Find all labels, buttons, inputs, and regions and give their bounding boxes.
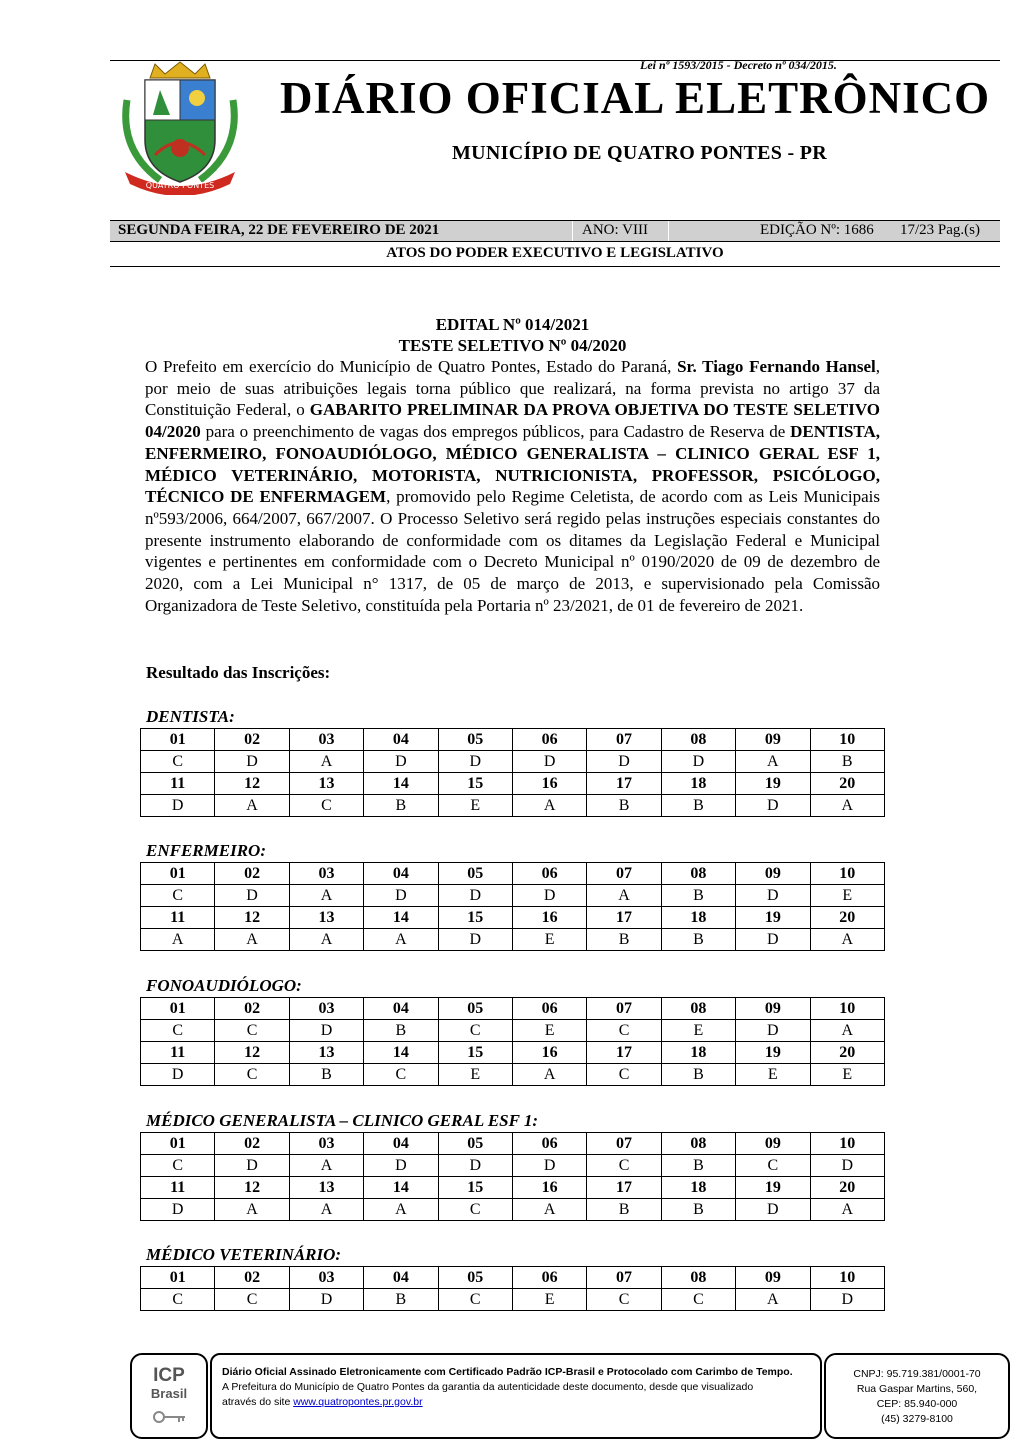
answer-cell: C (587, 1155, 661, 1177)
question-number: 18 (661, 907, 735, 929)
municipality-name: MUNICÍPIO DE QUATRO PONTES - PR (452, 142, 828, 164)
question-number: 20 (810, 1042, 884, 1064)
question-number: 20 (810, 773, 884, 795)
teste-seletivo-number: TESTE SELETIVO Nº 04/2020 (398, 336, 627, 355)
question-number: 05 (438, 1267, 512, 1289)
contact-text (826, 1367, 1008, 1427)
answer-cell: B (364, 1020, 438, 1042)
question-number-row (141, 773, 885, 795)
answer-cell: E (438, 1064, 512, 1086)
answer-cell: A (736, 1289, 810, 1311)
answer-cell: A (587, 885, 661, 907)
answer-cell: D (141, 1064, 215, 1086)
answer-cell: D (364, 1155, 438, 1177)
answer-cell: E (512, 1289, 586, 1311)
question-number: 16 (512, 773, 586, 795)
question-number: 18 (661, 1042, 735, 1064)
answer-cell: B (364, 795, 438, 817)
question-number: 07 (587, 863, 661, 885)
answer-cell: C (215, 1020, 289, 1042)
question-number-row (141, 1133, 885, 1155)
answer-cell: D (289, 1020, 363, 1042)
answer-cell: A (810, 795, 884, 817)
question-number: 02 (215, 1133, 289, 1155)
gabarito-section-medico-veterinario (140, 1244, 885, 1311)
answer-cell: D (364, 885, 438, 907)
question-number: 06 (512, 1133, 586, 1155)
question-number: 08 (661, 998, 735, 1020)
icp-logo-top: ICP (153, 1365, 185, 1386)
answer-cell: C (215, 1064, 289, 1086)
icp-brasil-logo (130, 1353, 208, 1439)
section-label: FONOAUDIÓLOGO: (146, 976, 302, 995)
answer-row (141, 751, 885, 773)
question-number: 06 (512, 998, 586, 1020)
answer-table (140, 862, 885, 951)
question-number: 06 (512, 729, 586, 751)
answer-cell: D (661, 751, 735, 773)
question-number: 09 (736, 729, 810, 751)
answer-cell: E (512, 929, 586, 951)
question-number: 19 (736, 1042, 810, 1064)
question-number: 17 (587, 1042, 661, 1064)
question-number: 07 (587, 1267, 661, 1289)
question-number: 12 (215, 907, 289, 929)
resultado-heading: Resultado das Inscrições: (146, 663, 331, 682)
question-number: 04 (364, 998, 438, 1020)
question-number: 11 (141, 773, 215, 795)
answer-cell: A (810, 929, 884, 951)
question-number: 01 (141, 998, 215, 1020)
edition-year: ANO: VIII (582, 222, 648, 238)
answer-cell: B (289, 1064, 363, 1086)
answer-cell: E (810, 885, 884, 907)
question-number: 05 (438, 729, 512, 751)
question-number: 12 (215, 1177, 289, 1199)
question-number: 14 (364, 1177, 438, 1199)
answer-cell: D (141, 1199, 215, 1221)
question-number: 14 (364, 1042, 438, 1064)
answer-cell: D (215, 885, 289, 907)
gabarito-section-medico-generalista (140, 1110, 885, 1221)
edition-date: SEGUNDA FEIRA, 22 DE FEVEREIRO DE 2021 (118, 222, 440, 238)
paragraph-text: , promovido pelo Regime Celetista, de acordo com as Leis Municipais nº593/2006, 664/2007, 667/2007. O Processo Seletivo será regido pelas instruções especiais constantes do presente instrumento elaborando de conformidade com os ditames da Legislação Federal e Municipal vigentes e pertinentes em conformidade com o Decreto Municipal nº 0190/2020 de 09 de dezembro de 2020, com a Lei Municipal n° 1317, de 05 de março de 2013, e supervisionado pela Comissão Organizadora de Teste Seletivo, constituída pela Portaria nº 23/2021, de 01 de fevereiro de 2021. (145, 487, 880, 615)
question-number: 15 (438, 907, 512, 929)
question-number: 20 (810, 1177, 884, 1199)
question-number-row (141, 729, 885, 751)
answer-cell: D (810, 1155, 884, 1177)
answer-row (141, 1199, 885, 1221)
gabarito-section-enfermeiro (140, 840, 885, 951)
question-number: 16 (512, 907, 586, 929)
answer-table (140, 997, 885, 1086)
answer-row (141, 1020, 885, 1042)
answer-table (140, 1266, 885, 1311)
question-number: 02 (215, 863, 289, 885)
question-number: 13 (289, 1042, 363, 1064)
question-number: 01 (141, 1133, 215, 1155)
municipal-crest-icon (115, 60, 245, 195)
question-number: 10 (810, 1267, 884, 1289)
section-rule (110, 266, 1000, 267)
question-number: 15 (438, 1177, 512, 1199)
gabarito-title: GABARITO PRELIMINAR DA PROVA OBJETIVA DO TESTE SELETIVO 04/2020 (145, 400, 880, 442)
section-label: MÉDICO GENERALISTA – CLINICO GERAL ESF 1: (146, 1111, 539, 1130)
answer-table (140, 728, 885, 817)
question-number: 18 (661, 773, 735, 795)
site-prefix: através do site (222, 1396, 294, 1408)
answer-cell: D (587, 751, 661, 773)
phone: (45) 3279-8100 (881, 1413, 953, 1425)
question-number-row (141, 1042, 885, 1064)
section-title: ATOS DO PODER EXECUTIVO E LEGISLATIVO (386, 245, 724, 261)
question-number: 10 (810, 1133, 884, 1155)
answer-cell: A (512, 795, 586, 817)
question-number: 02 (215, 1267, 289, 1289)
answer-cell: C (438, 1199, 512, 1221)
question-number: 09 (736, 863, 810, 885)
crest-ribbon-text: QUATRO PONTES (145, 181, 215, 190)
answer-cell: A (810, 1020, 884, 1042)
answer-table (140, 1132, 885, 1221)
question-number: 03 (289, 998, 363, 1020)
question-number: 03 (289, 729, 363, 751)
section-label: MÉDICO VETERINÁRIO: (146, 1245, 342, 1264)
answer-cell: A (810, 1199, 884, 1221)
answer-cell: D (438, 1155, 512, 1177)
answer-cell: B (661, 929, 735, 951)
question-number-row (141, 1267, 885, 1289)
question-number: 16 (512, 1042, 586, 1064)
edition-number: EDIÇÃO Nº: 1686 (760, 222, 874, 238)
key-icon (152, 1407, 188, 1427)
question-number: 04 (364, 1267, 438, 1289)
answer-cell: D (438, 885, 512, 907)
answer-cell: B (661, 885, 735, 907)
answer-cell: D (438, 929, 512, 951)
question-number: 14 (364, 773, 438, 795)
question-number: 15 (438, 773, 512, 795)
answer-row (141, 885, 885, 907)
question-number: 13 (289, 773, 363, 795)
question-number: 01 (141, 729, 215, 751)
question-number: 02 (215, 729, 289, 751)
cargos-list: DENTISTA, ENFERMEIRO, FONOAUDIÓLOGO, MÉDICO GENERALISTA – CLINICO GERAL ESF 1, MÉDICO VETERINÁRIO, MOTORISTA, NUTRICIONISTA, PROFESSOR, PSICÓLOGO, TÉCNICO DE ENFERMAGEM (145, 422, 880, 507)
question-number: 10 (810, 729, 884, 751)
question-number: 08 (661, 863, 735, 885)
question-number: 20 (810, 907, 884, 929)
answer-cell: B (810, 751, 884, 773)
icp-logo-text (132, 1367, 206, 1403)
question-number-row (141, 1177, 885, 1199)
question-number: 12 (215, 1042, 289, 1064)
question-number: 13 (289, 1177, 363, 1199)
question-number: 08 (661, 1267, 735, 1289)
answer-cell: E (736, 1064, 810, 1086)
question-number: 01 (141, 1267, 215, 1289)
answer-cell: E (512, 1020, 586, 1042)
answer-cell: C (736, 1155, 810, 1177)
answer-cell: D (736, 795, 810, 817)
question-number: 11 (141, 1177, 215, 1199)
question-number: 02 (215, 998, 289, 1020)
answer-cell: D (141, 795, 215, 817)
answer-cell: B (587, 929, 661, 951)
question-number: 07 (587, 729, 661, 751)
page-count: 17/23 Pag.(s) (900, 222, 980, 238)
question-number: 03 (289, 1267, 363, 1289)
question-number: 12 (215, 773, 289, 795)
question-number: 05 (438, 1133, 512, 1155)
answer-cell: B (587, 1199, 661, 1221)
answer-cell: D (364, 751, 438, 773)
question-number: 09 (736, 1267, 810, 1289)
question-number: 19 (736, 773, 810, 795)
certificate-notice (210, 1353, 822, 1439)
answer-cell: C (289, 795, 363, 817)
answer-cell: A (512, 1199, 586, 1221)
page-title: DIÁRIO OFICIAL ELETRÔNICO (280, 73, 991, 123)
answer-cell: E (810, 1064, 884, 1086)
question-number: 16 (512, 1177, 586, 1199)
question-number: 17 (587, 907, 661, 929)
answer-cell: D (438, 751, 512, 773)
answer-cell: E (661, 1020, 735, 1042)
site-line (222, 1395, 812, 1410)
answer-cell: B (661, 1199, 735, 1221)
certificate-line: Diário Oficial Assinado Eletronicamente com Certificado Padrão ICP-Brasil e Protocolado com Carimbo de Tempo. (222, 1366, 793, 1378)
answer-cell: D (512, 1155, 586, 1177)
answer-cell: B (587, 795, 661, 817)
question-number: 10 (810, 998, 884, 1020)
question-number: 04 (364, 863, 438, 885)
question-number: 06 (512, 863, 586, 885)
question-number: 09 (736, 1133, 810, 1155)
question-number: 06 (512, 1267, 586, 1289)
edition-info-bar (110, 220, 1000, 242)
question-number: 01 (141, 863, 215, 885)
answer-cell: D (512, 885, 586, 907)
answer-cell: C (364, 1064, 438, 1086)
question-number-row (141, 907, 885, 929)
question-number: 14 (364, 907, 438, 929)
answer-cell: A (289, 751, 363, 773)
paragraph-text: O Prefeito em exercício do Município de Quatro Pontes, Estado do Paraná, (145, 357, 678, 376)
question-number: 04 (364, 729, 438, 751)
gabarito-section-dentista (140, 706, 885, 817)
answer-cell: D (736, 1199, 810, 1221)
answer-cell: A (512, 1064, 586, 1086)
edital-heading (145, 314, 880, 356)
question-number: 07 (587, 998, 661, 1020)
answer-cell: A (289, 1155, 363, 1177)
answer-cell: D (736, 885, 810, 907)
answer-cell: A (289, 929, 363, 951)
answer-cell: D (736, 1020, 810, 1042)
question-number: 03 (289, 863, 363, 885)
answer-cell: A (289, 885, 363, 907)
answer-cell: B (364, 1289, 438, 1311)
question-number: 08 (661, 1133, 735, 1155)
question-number: 09 (736, 998, 810, 1020)
answer-cell: D (810, 1289, 884, 1311)
answer-cell: D (512, 751, 586, 773)
answer-cell: C (141, 885, 215, 907)
answer-cell: A (289, 1199, 363, 1221)
question-number: 17 (587, 1177, 661, 1199)
question-number-row (141, 998, 885, 1020)
answer-cell: A (736, 751, 810, 773)
gabarito-section-fonoaudiologo (140, 975, 885, 1086)
question-number: 05 (438, 998, 512, 1020)
certificate-text (222, 1365, 812, 1410)
question-number: 07 (587, 1133, 661, 1155)
site-link[interactable]: www.quatropontes.pr.gov.br (293, 1396, 423, 1408)
question-number: 11 (141, 1042, 215, 1064)
page-footer (130, 1353, 1010, 1439)
paragraph-text: , por meio de suas atribuições legais torna público que realizará, na forma prevista no artigo 37 da Constituição Federal, o (145, 357, 880, 420)
info-separator (572, 221, 573, 241)
section-label: ENFERMEIRO: (146, 841, 266, 860)
answer-cell: D (736, 929, 810, 951)
section-label: DENTISTA: (146, 707, 235, 726)
answer-cell: B (661, 1064, 735, 1086)
answer-cell: C (215, 1289, 289, 1311)
question-number: 13 (289, 907, 363, 929)
answer-cell: C (141, 1155, 215, 1177)
cnpj: CNPJ: 95.719.381/0001-70 (853, 1368, 981, 1380)
answer-cell: D (215, 751, 289, 773)
contact-box (824, 1353, 1010, 1439)
address: Rua Gaspar Martins, 560, (856, 1383, 978, 1395)
question-number: 17 (587, 773, 661, 795)
question-number: 15 (438, 1042, 512, 1064)
question-number: 10 (810, 863, 884, 885)
edital-paragraph (145, 356, 880, 616)
question-number: 18 (661, 1177, 735, 1199)
answer-cell: E (438, 795, 512, 817)
answer-row (141, 929, 885, 951)
answer-cell: C (587, 1020, 661, 1042)
answer-row (141, 1155, 885, 1177)
paragraph-text: para o preenchimento de vagas dos empregos públicos, para Cadastro de Reserva de (200, 422, 791, 442)
answer-cell: C (141, 1020, 215, 1042)
answer-cell: C (587, 1289, 661, 1311)
answer-cell: B (661, 1155, 735, 1177)
question-number-row (141, 863, 885, 885)
question-number: 08 (661, 729, 735, 751)
answer-cell: A (215, 795, 289, 817)
question-number: 19 (736, 907, 810, 929)
answer-cell: C (661, 1289, 735, 1311)
answer-cell: C (141, 1289, 215, 1311)
answer-cell: C (587, 1064, 661, 1086)
answer-cell: A (141, 929, 215, 951)
answer-cell: D (215, 1155, 289, 1177)
answer-row (141, 1064, 885, 1086)
law-reference: Lei nº 1593/2015 - Decreto nº 034/2015. (640, 58, 837, 72)
info-separator (668, 221, 669, 241)
answer-cell: C (141, 751, 215, 773)
question-number: 03 (289, 1133, 363, 1155)
answer-cell: D (289, 1289, 363, 1311)
icp-logo-bottom: Brasil (150, 1386, 188, 1401)
answer-cell: C (438, 1289, 512, 1311)
answer-cell: A (364, 1199, 438, 1221)
prefeito-name: Sr. Tiago Fernando Hansel (677, 357, 876, 376)
question-number: 19 (736, 1177, 810, 1199)
cep: CEP: 85.940-000 (876, 1398, 958, 1410)
answer-cell: B (661, 795, 735, 817)
answer-cell: C (438, 1020, 512, 1042)
question-number: 11 (141, 907, 215, 929)
answer-cell: A (215, 1199, 289, 1221)
answer-row (141, 1289, 885, 1311)
answer-row (141, 795, 885, 817)
authenticity-line: A Prefeitura do Município de Quatro Pontes da garantia da autenticidade deste documento, desde que visualizado (222, 1381, 754, 1393)
edital-number: EDITAL Nº 014/2021 (435, 315, 590, 334)
question-number: 04 (364, 1133, 438, 1155)
answer-cell: A (364, 929, 438, 951)
answer-cell: A (215, 929, 289, 951)
question-number: 05 (438, 863, 512, 885)
